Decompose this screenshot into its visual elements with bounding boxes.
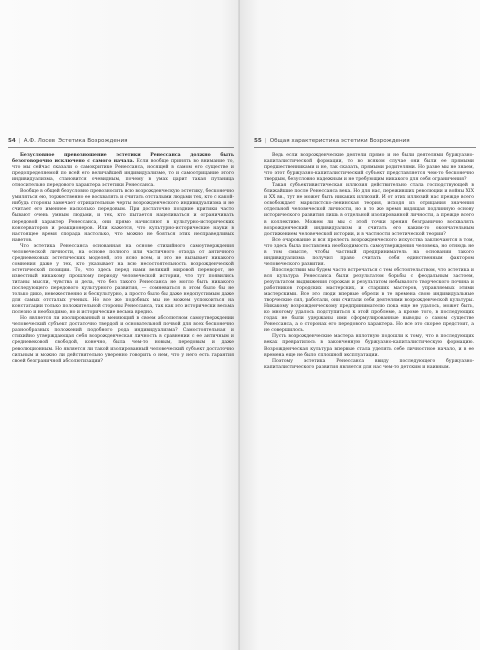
right-page-number: 55 bbox=[254, 138, 262, 144]
left-page-number: 54 bbox=[8, 138, 16, 144]
right-running-header bbox=[254, 136, 410, 146]
left-paragraph: Безусловное превозношение эстетики Ренессанса должно быть безоговорочно исключено с самого начала. Если вообще принять во внимание то, что мы сейчас сказали о самокритике Ренессанса, носящей в самом его существе и предопределяемой по всей его величайшей индивидуализме, то и самоотрицание этого индивидуализма, становится очевидным, почему в умах царит такая путаница относительно передового характера эстетики Ренессанса. bbox=[12, 153, 234, 189]
right-page bbox=[240, 0, 480, 650]
left-running-header bbox=[8, 136, 127, 146]
right-paragraph: Все очарование и вся прелесть возрожденческого искусства заключаются в том, что здесь была поставлена необходимость самоутверждения человека, но отнюдь не в том смысле, чтобы частный предприниматель на основании такого индивидуализма получил право считать себя единственным фактором человеческого развития. bbox=[264, 237, 474, 267]
right-paragraph: Поэтому эстетика Ренессанса ввиду последующего буржуазно-капиталистического развития является для нас чем-то детским и наивным. bbox=[264, 358, 474, 370]
left-paragraph: Вообще в общей безусловно превозносить всю возрожденческую эстетику, бесконечно умиляться ею, торжественно ее восхвалять и считать отсталыми людьми тех, кто с какой-нибудь стороны замечает отрицательные черты возрожденческого индивидуализма и не считает его именнее насколько передовым. При достаточно поздние критики часто бывают очень умным людьми, и тех, кто пытается нацеливаться и ограничивать передовой характер Ренессанса, они прямо начисляют в культурно-исторических консерваторов и реакционеров. Или кажется, что культурно-исторические науки в настоящее время спорада настолько, что можно не бояться этих несправедливых наветов. bbox=[12, 189, 234, 243]
left-paragraph: Но является ли изолированный и меняющий в своем абсолютном самоутверждении человеческий субъект достаточно твердой и основательной почвой для всех бесконечно разнообразных положений подобного рода индивидуализма? Самостоятельная и стихийно утверждающая себя возрожденческая личность в сравнении с ее античным и средневековой свободой, конечно, была чем-то новым, передовым и даже революционным. Но является ли такой изолированный человеческий субъект достаточно сильным и можно ли действительно уверенно говорить о нем, что у него есть гарантия своей безграничной абсолютизации? bbox=[12, 316, 234, 364]
header-separator: | bbox=[18, 138, 21, 144]
right-header-rule bbox=[254, 147, 476, 148]
right-header-title: Общая характеристика эстетики Возрождения bbox=[269, 138, 410, 144]
right-body-text bbox=[264, 153, 474, 371]
right-paragraph: Такая субъективистическая иллюзия действительно стала господствующей в ближайшие после Ренессанса века. Но для нас, переживших революции и войны XIX и XX вв., тут не может быть никаких иллюзий. И от этих иллюзий нас прежде всего освобождает марксистско-ленинская теория, исходя из отрицания значения отдельной человеческой личности, но в то же время видящая подлинную основу исторического развития лишь в отдельной изолированной личности, а прежде всего в коллективе. Можем ли мы с этой точки зрения безгранично восхвалять возрожденческий индивидуализм и считать его каким-то окончательным достижением человеческой истории, и в частности эстетической теории? bbox=[264, 183, 474, 237]
left-body-text bbox=[12, 153, 234, 365]
right-paragraph: Ведь если возрожденческие деятели прямо и не были деятелями буржуазно-капиталистической формации, то во всяком случае они были ее прямыми предшественниками и не, так сказать, прямыми родителями. Но разве мы не знаем, что этот буржуазно-капиталистический субъект представляется чем-то бесконечно твердым, безусловно надежным и не требующим никакого для себя ограничения? bbox=[264, 153, 474, 183]
left-header-author: А.Ф. Лосев bbox=[23, 138, 56, 144]
left-paragraph-lead: Безусловное превозношение эстетики Ренессанса должно быть безоговорочно исключено с самого начала. bbox=[12, 153, 234, 165]
left-paragraph: Что эстетика Ренессанса основанная на основе стихийного самоутверждения человеческой личности, на основе полного или частичного отхода от античного средневековых эстетических моделей, это ясно всем, и это не вызывает никакого сомнения даже у тех, кто указывает на всю несостоятельность возрожденческой эстетической позиции. То, что здесь перед нами великий мировой переворот, не известный никакому прошлому периоду человеческой истории, что тут появились титаны мысли, чувства и дела, что без такого Ренессанса не могло быть никакого последующего передового культурного развития, — сомневаться в этом было бы не только дико, невежественно и бескультурно, а просто было бы даже недопустимым даже для самых отсталых ученых. Но все же подобных мы не можем успокоиться на констатации только положительной стороны Ренессанса, так как это исторически весьма полезно и необходимо, но и исторические весьма вредно. bbox=[12, 243, 234, 316]
right-paragraph: Пусть возрожденческие мастера вплотную подошли к тому, что в последующих веках превратилось в законченную буржуазно-капиталистическую формацию. Возрожденческая культура впервые стала уделять себе личностное начало, и в ее времена еще не было сплошной эксплуатации. bbox=[264, 334, 474, 358]
left-header-rule bbox=[8, 147, 234, 148]
left-header-title: Эстетика Возрождения bbox=[58, 138, 128, 144]
right-paragraph: Впоследствии мы будем часто встречаться с тем обстоятельством, что эстетика и вся культура Ренессанса были результатом борьбы с феодальным застоем, результатом выдвижения горожан и результатом небывалого творческого почина и работников городских мастерских, и старших мастеров, управляемых этими мастерскими. Все это люди впервые обрели в те времена свою индивидуальные творческие сил, работали, они считали себя деятелями возрожденческой культуры. Никакому возрожденческому предпринимателю пока еще не удалось, может быть, ко многому удалось подступиться к этой проблеме, а кроме того, в последующих годах не были удержаны ими сформулированные выводы о самом существе Ренессанса, а о сторонах его передового характера. Но все это скорее предстоит, а не совершилось. bbox=[264, 267, 474, 334]
header-separator: | bbox=[264, 138, 267, 144]
